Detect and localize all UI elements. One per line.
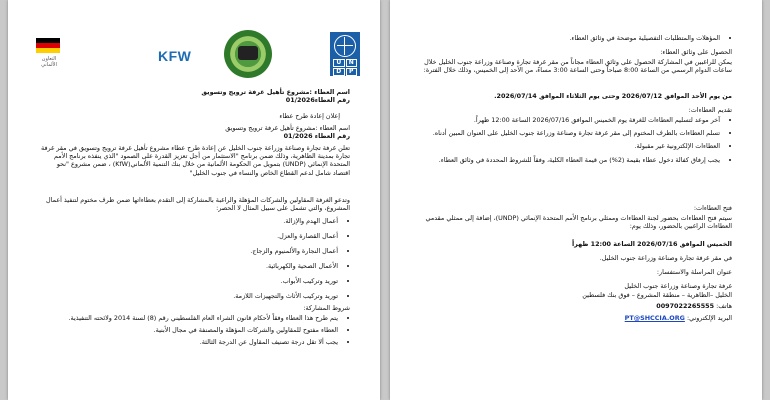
giz-logo bbox=[36, 38, 66, 72]
undp-letter: N bbox=[346, 59, 358, 67]
list-item: • تسلم العطاءات بالظرف المختوم إلى مقر غرفة تجارة وصناعة وزراعة جنوب الخليل على العنوان المبين أدناه. bbox=[420, 129, 720, 137]
list-item: • أعمال النجارة والألمنيوم والزجاج. bbox=[38, 244, 338, 259]
kfw-logo: KFW bbox=[158, 48, 192, 64]
project-title: اسم العطاء :مشروع تأهيل غرفة ترويج وتسويق bbox=[201, 88, 350, 96]
notice-heading: إعلان إعادة طرح عطاء bbox=[279, 112, 340, 120]
top-list bbox=[420, 34, 732, 42]
giz-caption: التعاون الألماني bbox=[41, 56, 57, 68]
list-item: • يجب إرفاق كفالة دخول عطاء بقيمة (2%) من قيمة العطاء الكلية، وفقاً للشروط المحددة في وثائق العطاء. bbox=[420, 156, 720, 164]
conditions-list bbox=[38, 314, 350, 347]
email-row bbox=[420, 314, 732, 322]
list-item: • توريد وتركيب الأبواب. bbox=[38, 274, 338, 289]
logos-row bbox=[28, 30, 360, 82]
globe-icon bbox=[334, 35, 356, 57]
list-item: • الأعمال الصحية والكهربائية. bbox=[38, 259, 338, 274]
submission-list bbox=[420, 116, 732, 164]
list-item: • العطاء مفتوح للمقاولين والشركات المؤهلة والمصنفة في مجال الأبنية. bbox=[38, 326, 338, 334]
list-item: • المؤهلات والمتطلبات التفصيلية موضحة في وثائق العطاء. bbox=[420, 34, 720, 42]
tender-number-2: رقم العطاء 01/2026 bbox=[283, 132, 350, 140]
undp-letter: P bbox=[346, 68, 358, 76]
docs-period: من يوم الأحد الموافق 2026/07/12 وحتى يوم الثلاثاء الموافق 2026/07/14. bbox=[494, 92, 732, 100]
opening-heading: فتح العطاءات: bbox=[693, 204, 732, 212]
contact-org: غرفة تجارة وصناعة وزراعة جنوب الخليل bbox=[624, 282, 732, 290]
list-item: • أعمال القصارة والعزل. bbox=[38, 229, 338, 244]
page-right bbox=[390, 0, 762, 400]
phone-label: هاتف: bbox=[716, 302, 732, 310]
works-list bbox=[38, 214, 350, 304]
list-item: • آخر موعد لتسليم العطاءات للغرفة يوم الخميس الموافق 2026/07/16 الساعة 12:00 ظهراً. bbox=[420, 116, 720, 124]
conditions-heading: شروط المشاركة: bbox=[303, 304, 350, 312]
email-label: البريد الإلكتروني: bbox=[686, 314, 732, 322]
list-item: • العطاءات الإلكترونية غير مقبولة. bbox=[420, 142, 720, 150]
invite-paragraph: وتدعو الغرفة المقاولين والشركات المؤهلة والراغبة بالمشاركة إلى التقدم بعطاءاتها ضمن ظرف مختوم لتنفيذ أعمال المشروع، والتي تشمل على سبيل المثال لا الحصر: bbox=[46, 196, 350, 213]
contact-address: الخليل –الظاهرية – منطقة المشروع – فوق بنك فلسطين bbox=[582, 291, 732, 299]
intro-paragraph: تعلن غرفة تجارة وصناعة وزراعة جنوب الخليل عن إعادة طرح عطاء مشروع تأهيل غرفة ترويج وتسويق في مقر غرفة تجارة بمدينة الظاهرية، وذلك ضمن برنامج "الاستثمار من أجل تعزيز القدرة على الصمود "الذي ينفذه برنامج الأمم المتحدة الإنمائي (UNDP) بتمويل من الحكومة الألمانية من خلال بنك التنمية الألماني(KfW) ، ضمن مشروع "نحو اقتصاد شامل لدعم القطاع الخاص والنساء في جنوب الخليل" bbox=[41, 144, 350, 177]
list-item: • توريد وتركيب الأثاث والتجهيزات اللازمة. bbox=[38, 289, 338, 304]
contact-heading: عنوان المراسلة والاستفسار: bbox=[656, 268, 732, 276]
phone-row bbox=[420, 302, 732, 310]
list-item: • يجب ألا تقل درجة تصنيف المقاول عن الدرجة الثالثة. bbox=[38, 338, 338, 346]
list-item: • أعمال الهدم والإزالة. bbox=[38, 214, 338, 229]
submission-heading: تقديم العطاءات: bbox=[688, 106, 732, 114]
docs-heading: الحصول على وثائق العطاء: bbox=[660, 48, 732, 56]
undp-letter: D bbox=[333, 68, 345, 76]
email-link[interactable]: PT@SHCCIA.ORG bbox=[624, 314, 685, 322]
opening-text: سيتم فتح العطاءات بحضور لجنة العطاءات وممثلي برنامج الأمم المتحدة الإنمائي (UNDP)، إضافة إلى ممثلي مقدمي العطاءات الراغبين بالحضور، وذلك يوم: bbox=[425, 214, 732, 231]
list-item: • يتم طرح هذا العطاء وفقاً لأحكام قانون الشراء العام الفلسطيني رقم (8) لسنة 2014 ولائحته التنفيذية. bbox=[38, 314, 338, 322]
opening-place: في مقر غرفة تجارة وصناعة وزراعة جنوب الخليل. bbox=[599, 254, 732, 262]
project-title-2: اسم العطاء :مشروع تأهيل غرفة ترويج وتسويق bbox=[225, 124, 350, 132]
tender-number: رقم العطاء01/2026 bbox=[285, 96, 350, 104]
page-left bbox=[8, 0, 380, 400]
docs-text: يمكن للراغبين في المشاركة الحصول على وثائق العطاء مجاناً من مقر غرفة تجارة وصناعة وزراعة جنوب الخليل خلال ساعات الدوام الرسمي من الساعة 8:00 صباحاً وحتى الساعة 3:00 مساءً، من الأحد إلى الخميس، وذلك خلال الفترة: bbox=[423, 58, 732, 75]
phone-value: 0097022265555 bbox=[656, 302, 715, 310]
chamber-of-commerce-logo bbox=[224, 30, 272, 78]
opening-date: الخميس الموافق 2026/07/16 الساعة 12:00 ظهراً bbox=[571, 240, 732, 248]
undp-letter: U bbox=[333, 59, 345, 67]
undp-logo bbox=[330, 32, 360, 76]
german-flag-icon bbox=[36, 38, 60, 53]
